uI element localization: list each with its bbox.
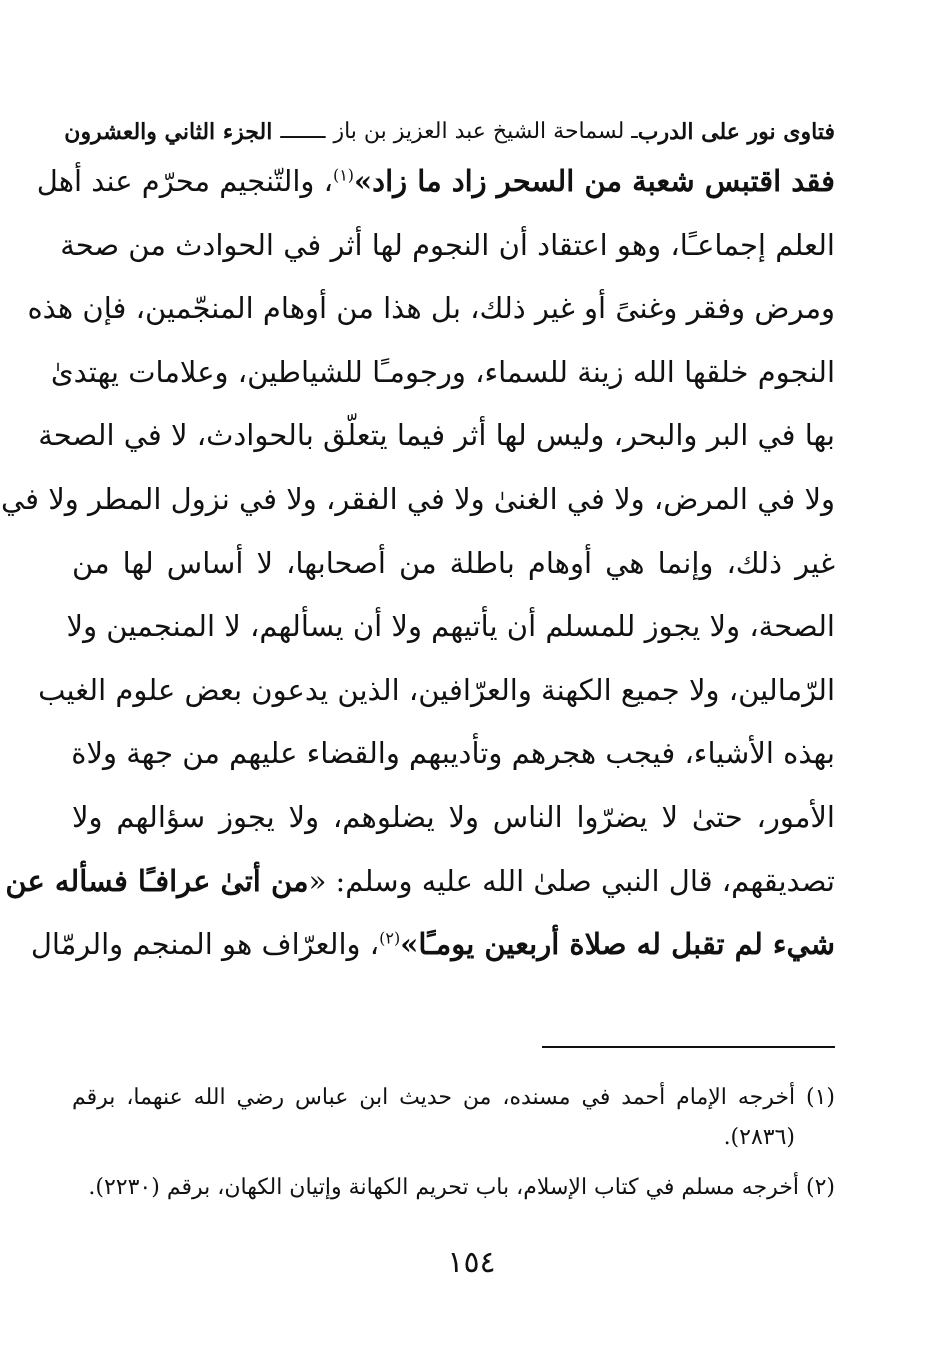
text-segment: ، والعرّاف هو المنجم والرمّال <box>30 927 380 962</box>
author-name: ـ لسماحة الشيخ عبد العزيز بن باز <box>333 119 638 144</box>
running-header <box>64 112 835 152</box>
footnote-ref-1[interactable]: (١) <box>332 165 355 185</box>
footnote-2: (٢) أخرجه مسلم في كتاب الإسلام، باب تحريم الكهانة وإتيان الكهان، برقم (٢٢٣٠). <box>88 1175 835 1200</box>
text-line: بهذه الأشياء، فيجب هجرهم وتأديبهم والقضاء عليهم من جهة ولاة <box>71 736 835 771</box>
text-line: النجوم خلقها الله زينة للسماء، ورجومـًا للشياطين، وعلامات يهتدىٰ <box>50 354 835 389</box>
text-line: العلم إجماعـًا، وهو اعتقاد أن النجوم لها أثر في الحوادث من صحة <box>60 227 835 262</box>
text-segment: تصديقهم، قال النبي صلىٰ الله عليه وسلم: « <box>308 863 835 898</box>
text-line: بها في البر والبحر، وليس لها أثر فيما يتعلّق بالحوادث، لا في الصحة <box>38 418 835 453</box>
text-line: الرّمالين، ولا جميع الكهنة والعرّافين، الذين يدعون بعض علوم الغيب <box>38 672 835 707</box>
text-line: غير ذلك، وإنما هي أوهام باطلة من أصحابها، لا أساس لها من <box>72 545 835 580</box>
footnote-1-continuation: (٢٨٣٦). <box>723 1125 795 1150</box>
text-segment: ، والتّنجيم محرّم عند أهل <box>36 164 333 198</box>
page-number: ١٥٤ <box>447 1245 496 1280</box>
text-line <box>5 850 835 914</box>
footnote-ref-2[interactable]: (٢) <box>379 928 401 948</box>
text-line <box>30 913 835 977</box>
footnotes <box>72 1078 835 1208</box>
text-line: الأمور، حتىٰ لا يضرّوا الناس ولا يضلوهم، ولا يجوز سؤالهم ولا <box>72 799 835 834</box>
text-line: ومرض وفقر وغنىً أو غير ذلك، بل هذا من أوهام المنجّمين، فإن هذه <box>27 291 835 326</box>
volume-label: الجزء الثاني والعشرون <box>64 119 273 145</box>
hadith-quote: من أتىٰ عرافـًا فسأله عن <box>5 863 309 898</box>
footnote-1: (١) أخرجه الإمام أحمد في مسنده، من حديث ابن عباس رضي الله عنهما، برقم <box>72 1085 835 1110</box>
hadith-quote: شيء لم تقبل له صلاة أربعين يومـًا» <box>400 927 835 962</box>
text-line: الصحة، ولا يجوز للمسلم أن يأتيهم ولا أن يسألهم، لا المنجمين ولا <box>66 609 835 644</box>
text-line <box>36 150 835 214</box>
body-text <box>0 150 835 977</box>
footnote-divider <box>542 1046 835 1048</box>
hadith-quote: فقد اقتبس شعبة من السحر زاد ما زاد» <box>354 164 835 198</box>
book-title: فتاوى نور على الدرب <box>637 119 835 145</box>
header-separator: ـــــــ <box>280 119 326 144</box>
text-line: ولا في المرض، ولا في الغنىٰ ولا في الفقر، ولا في نزول المطر ولا في <box>0 481 835 516</box>
